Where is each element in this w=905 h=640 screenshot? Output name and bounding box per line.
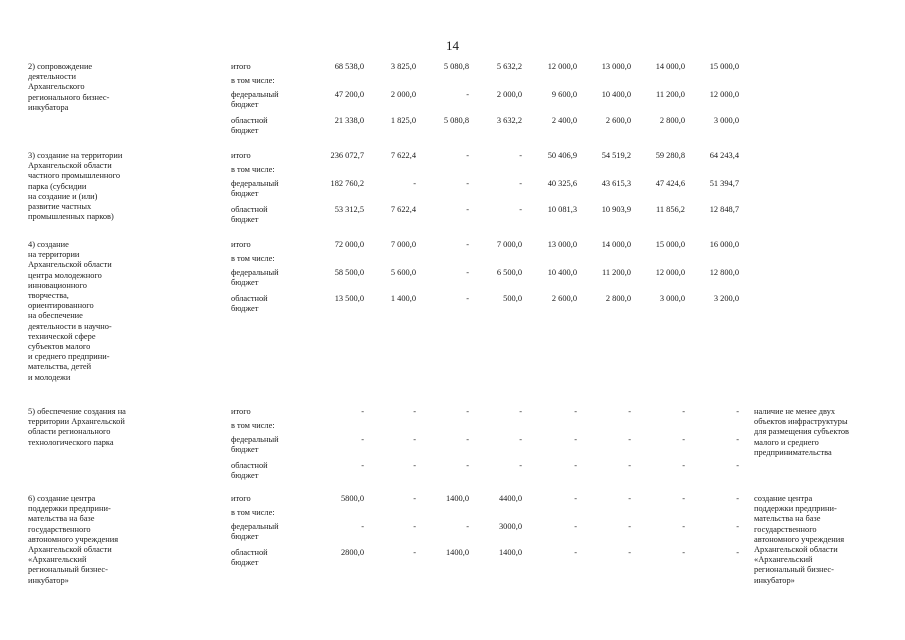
table-cell: - (466, 268, 469, 277)
page-number: 14 (446, 38, 459, 53)
table-cell: - (519, 435, 522, 444)
table-cell: 64 243,4 (709, 151, 739, 160)
table-cell: 59 280,8 (655, 151, 685, 160)
table-cell: 13 500,0 (334, 294, 364, 303)
table-cell: - (574, 407, 577, 416)
row-label: итого (231, 407, 251, 416)
table-cell: 51 394,7 (709, 179, 739, 188)
table-cell: - (574, 494, 577, 503)
table-cell: - (574, 461, 577, 470)
table-cell: - (466, 90, 469, 99)
section-description: 5) обеспечение создания на территории Архангельской области регионального технологического парка (28, 407, 126, 447)
table-cell: - (574, 548, 577, 557)
table-cell: - (413, 407, 416, 416)
table-cell: - (466, 407, 469, 416)
table-cell: 11 856,2 (655, 205, 685, 214)
table-cell: 13 000,0 (547, 240, 577, 249)
table-cell: - (361, 461, 364, 470)
table-cell: - (413, 461, 416, 470)
table-cell: - (628, 435, 631, 444)
table-cell: - (361, 435, 364, 444)
table-cell: - (736, 461, 739, 470)
table-cell: 21 338,0 (334, 116, 364, 125)
table-cell: 7 000,0 (496, 240, 522, 249)
table-cell: - (736, 548, 739, 557)
table-cell: 13 000,0 (601, 62, 631, 71)
section-description: 6) создание центра поддержки предприни- мательства на базе государственного автономного учреждения Архангельской области «Архангельский региональный бизнес- инкубатор» (28, 494, 119, 585)
table-cell: 5 632,2 (496, 62, 522, 71)
table-cell: 3 000,0 (659, 294, 685, 303)
table-cell: 47 424,6 (655, 179, 685, 188)
table-cell: - (361, 407, 364, 416)
table-cell: - (628, 461, 631, 470)
row-label: областной бюджет (231, 461, 268, 481)
table-cell: 3 000,0 (713, 116, 739, 125)
table-cell: 54 519,2 (601, 151, 631, 160)
table-cell: 50 406,9 (547, 151, 577, 160)
table-cell: - (466, 240, 469, 249)
table-cell: - (519, 179, 522, 188)
row-label: федеральный бюджет (231, 522, 279, 542)
table-cell: - (628, 407, 631, 416)
table-cell: 2 800,0 (659, 116, 685, 125)
section-description: 4) создание на территории Архангельской области центра молодежного инновационного творчества, ориентированного на обеспечение деятельности в научно- технической сфере субъектов малого и среднего предприни- мательства, детей и молодежи (28, 240, 112, 382)
table-cell: - (413, 435, 416, 444)
table-cell: 14 000,0 (655, 62, 685, 71)
row-label: областной бюджет (231, 294, 268, 314)
section-description: 2) сопровождение деятельности Архангельского регионального бизнес- инкубатора (28, 62, 110, 112)
table-cell: 40 325,6 (547, 179, 577, 188)
table-cell: 2 400,0 (551, 116, 577, 125)
table-cell: 3000,0 (498, 522, 522, 531)
table-cell: 14 000,0 (601, 240, 631, 249)
table-cell: - (413, 494, 416, 503)
row-label: в том числе: (231, 508, 275, 517)
table-cell: 1 825,0 (390, 116, 416, 125)
table-cell: 12 000,0 (655, 268, 685, 277)
row-label: итого (231, 240, 251, 249)
row-label: федеральный бюджет (231, 90, 279, 110)
table-cell: - (628, 522, 631, 531)
table-cell: - (466, 522, 469, 531)
table-cell: 5800,0 (340, 494, 364, 503)
table-cell: - (413, 179, 416, 188)
table-cell: 236 072,7 (330, 151, 364, 160)
row-label: в том числе: (231, 165, 275, 174)
table-cell: 3 200,0 (713, 294, 739, 303)
table-cell: - (682, 494, 685, 503)
section-result-note: создание центра поддержки предприни- мательства на базе государственного автономного учреждения Архангельской области «Архангельский региональный бизнес- инкубатор» (754, 494, 845, 585)
row-label: в том числе: (231, 76, 275, 85)
table-cell: - (682, 435, 685, 444)
table-cell: - (466, 294, 469, 303)
table-cell: 1400,0 (498, 548, 522, 557)
table-cell: 2 800,0 (605, 294, 631, 303)
table-cell: - (466, 435, 469, 444)
table-cell: - (466, 461, 469, 470)
table-cell: 10 400,0 (601, 90, 631, 99)
table-cell: 47 200,0 (334, 90, 364, 99)
table-cell: - (682, 407, 685, 416)
table-cell: 9 600,0 (551, 90, 577, 99)
table-cell: 43 615,3 (601, 179, 631, 188)
table-cell: - (413, 522, 416, 531)
row-label: областной бюджет (231, 205, 268, 225)
table-cell: - (682, 548, 685, 557)
table-cell: 5 600,0 (390, 268, 416, 277)
row-label: федеральный бюджет (231, 268, 279, 288)
table-cell: 12 800,0 (709, 268, 739, 277)
table-cell: 2800,0 (340, 548, 364, 557)
table-cell: - (519, 407, 522, 416)
table-cell: 7 622,4 (390, 205, 416, 214)
table-cell: - (628, 494, 631, 503)
table-cell: 182 760,2 (330, 179, 364, 188)
row-label: итого (231, 151, 251, 160)
table-cell: 5 080,8 (443, 116, 469, 125)
table-cell: 11 200,0 (655, 90, 685, 99)
table-cell: 12 848,7 (709, 205, 739, 214)
row-label: областной бюджет (231, 548, 268, 568)
row-label: в том числе: (231, 254, 275, 263)
table-cell: - (736, 494, 739, 503)
table-cell: 2 000,0 (390, 90, 416, 99)
table-cell: - (519, 461, 522, 470)
section-result-note: наличие не менее двух объектов инфраструктуры для размещения субъектов малого и среднего предпринимательства (754, 407, 850, 457)
table-cell: - (682, 461, 685, 470)
table-cell: 11 200,0 (601, 268, 631, 277)
table-cell: - (519, 205, 522, 214)
table-cell: - (682, 522, 685, 531)
section-description: 3) создание на территории Архангельской области частного промышленного парка (субсидии на создание и (или) развитие частных промышленных парков) (28, 151, 123, 222)
table-cell: - (466, 179, 469, 188)
table-cell: - (574, 522, 577, 531)
table-cell: 58 500,0 (334, 268, 364, 277)
table-cell: 10 903,9 (601, 205, 631, 214)
table-cell: 2 000,0 (496, 90, 522, 99)
table-cell: - (574, 435, 577, 444)
table-cell: - (519, 151, 522, 160)
table-cell: 1400,0 (445, 494, 469, 503)
table-cell: 10 400,0 (547, 268, 577, 277)
table-cell: 15 000,0 (655, 240, 685, 249)
table-cell: 12 000,0 (547, 62, 577, 71)
table-cell: 1400,0 (445, 548, 469, 557)
table-cell: 4400,0 (498, 494, 522, 503)
table-cell: - (413, 548, 416, 557)
table-cell: - (466, 151, 469, 160)
table-cell: - (736, 435, 739, 444)
table-cell: 6 500,0 (496, 268, 522, 277)
table-cell: 2 600,0 (551, 294, 577, 303)
row-label: областной бюджет (231, 116, 268, 136)
table-cell: 53 312,5 (334, 205, 364, 214)
table-cell: - (361, 522, 364, 531)
row-label: федеральный бюджет (231, 179, 279, 199)
table-cell: 5 080,8 (443, 62, 469, 71)
table-cell: 10 081,3 (547, 205, 577, 214)
row-label: итого (231, 62, 251, 71)
table-cell: 1 400,0 (390, 294, 416, 303)
table-cell: 500,0 (503, 294, 522, 303)
table-cell: 2 600,0 (605, 116, 631, 125)
table-cell: 3 632,2 (496, 116, 522, 125)
table-cell: - (736, 407, 739, 416)
table-cell: 72 000,0 (334, 240, 364, 249)
table-cell: 12 000,0 (709, 90, 739, 99)
table-cell: 7 000,0 (390, 240, 416, 249)
table-cell: 68 538,0 (334, 62, 364, 71)
row-label: федеральный бюджет (231, 435, 279, 455)
table-cell: 16 000,0 (709, 240, 739, 249)
table-cell: - (628, 548, 631, 557)
table-cell: - (466, 205, 469, 214)
row-label: в том числе: (231, 421, 275, 430)
table-cell: 3 825,0 (390, 62, 416, 71)
table-cell: 7 622,4 (390, 151, 416, 160)
table-cell: 15 000,0 (709, 62, 739, 71)
row-label: итого (231, 494, 251, 503)
table-cell: - (736, 522, 739, 531)
